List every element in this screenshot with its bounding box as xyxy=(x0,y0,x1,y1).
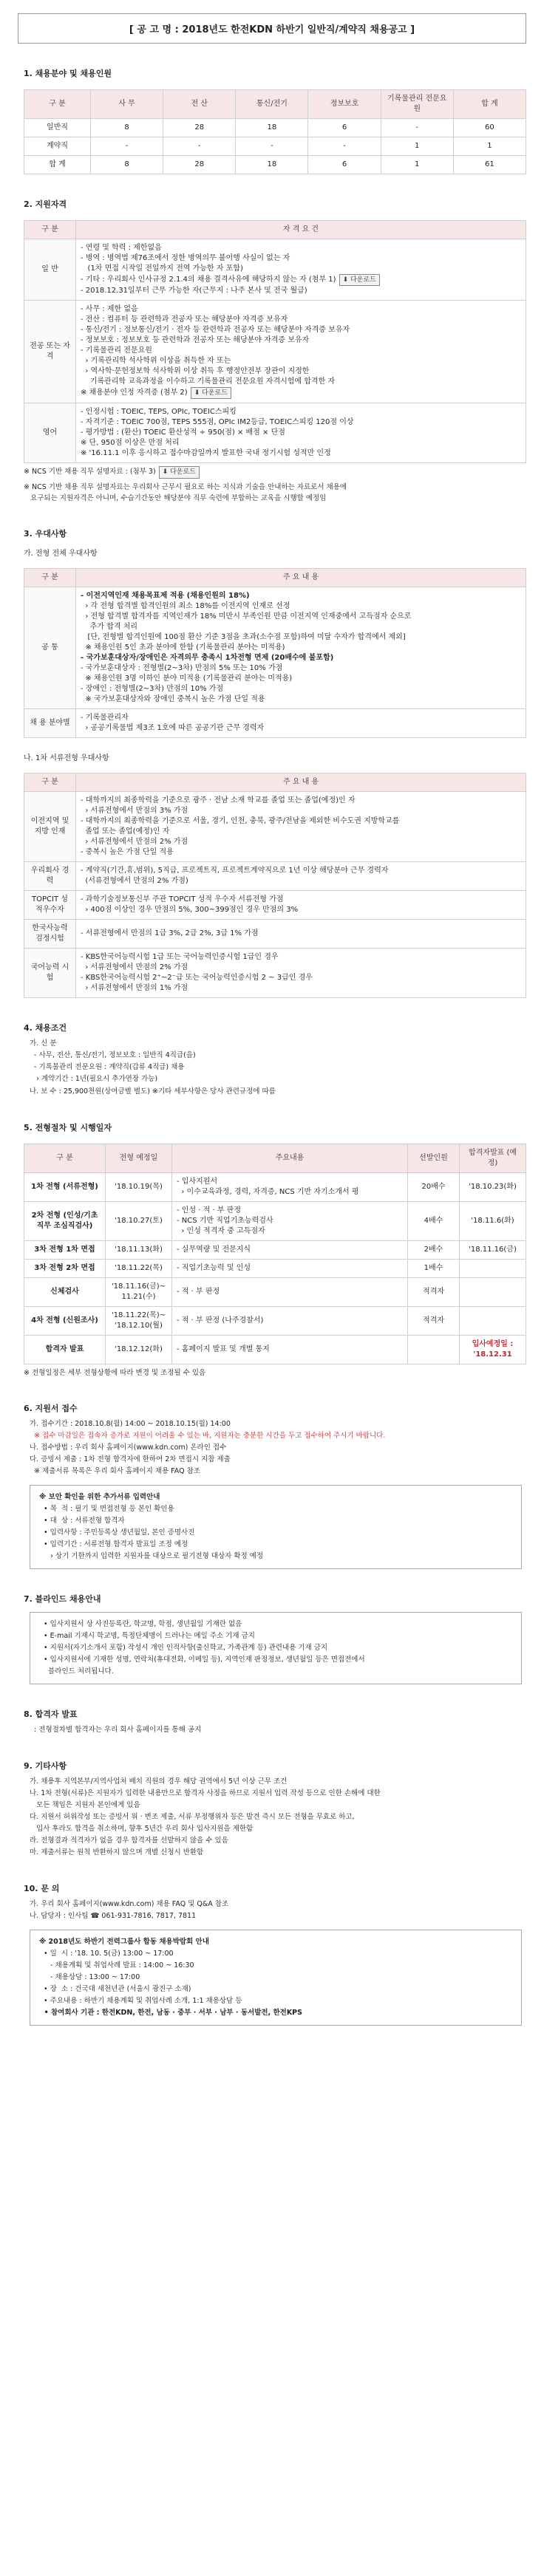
result xyxy=(460,1307,526,1336)
stage: 3차 전형 1차 면접 xyxy=(24,1241,106,1260)
table-header: 주 요 내 용 xyxy=(76,773,526,792)
section-4-body xyxy=(30,1038,525,1098)
line: - 2018.12.31일부터 근무 가능한 자(근무지 : 나주 본사 및 전국 월급) xyxy=(81,287,307,295)
section-9-body xyxy=(30,1776,525,1859)
general-requirements xyxy=(76,239,526,301)
line: - 기타 : 우리회사 인사규정 2.1.4의 채용 결격사유에 해당하지 않는 자 (첨부 1) xyxy=(81,276,336,284)
line: › 400점 이상인 경우 만점의 5%, 300~399점인 경우 만점의 3% xyxy=(81,906,299,914)
table-header-row xyxy=(24,1144,526,1173)
preference-table-1 xyxy=(24,568,526,738)
content xyxy=(172,1173,408,1202)
section-6-heading: 6. 지원서 접수 xyxy=(24,1404,78,1413)
line: › 계약기간 : 1년(필요시 추가연장 가능) xyxy=(30,1075,158,1083)
section-5-heading: 5. 전형절차 및 시행일자 xyxy=(24,1123,112,1132)
table-header: 구 분 xyxy=(24,773,76,792)
line: - 국가보훈대상자 : 전형별(2~3차) 만점의 5% 또는 10% 가점 xyxy=(81,664,283,672)
table-header: 전형 예정일 xyxy=(106,1144,172,1173)
row-content xyxy=(76,920,526,949)
table-header: 통신/전기 xyxy=(236,90,308,119)
line: › 기록관리학 석사학위 이상을 취득한 자 또는 xyxy=(81,357,231,365)
row-label: 영어 xyxy=(24,403,76,463)
table-cell: - xyxy=(163,137,236,156)
language-requirements xyxy=(76,403,526,463)
line: - 서류전형에서 만점의 1급 3%, 2급 2%, 3급 1% 가점 xyxy=(81,929,259,937)
content xyxy=(172,1260,408,1278)
line: 블라인드 처리됩니다. xyxy=(39,1667,114,1675)
content xyxy=(172,1336,408,1364)
date: '18.10.27(토) xyxy=(106,1202,172,1241)
table-cell: 1 xyxy=(453,137,526,156)
table-row xyxy=(24,1278,526,1307)
line: › 서류전형에서 만점의 2% 가점 xyxy=(81,838,188,846)
table-header-row xyxy=(24,90,526,119)
line: › 각 전형 합격별 합격인원의 최소 18%를 이전지역 인재로 선정 xyxy=(81,602,290,610)
ncs-note-3: 요구되는 지원자격은 아니며, 수습기간동안 해당분야 직무 숙련에 부합하는 교육을 시행할 예정임 xyxy=(24,494,327,502)
table-cell: - xyxy=(236,137,308,156)
table-row xyxy=(24,891,526,920)
section-6-body xyxy=(30,1418,525,1477)
line: - 병역 : 병역법 제76조에서 정한 병역의무 불이행 사실이 없는 자 xyxy=(81,254,290,262)
line: • E-mail 기재시 학교명, 특정단체명이 드러나는 메일 주소 기재 금지 xyxy=(39,1632,255,1640)
section-7-heading: 7. 블라인드 채용안내 xyxy=(24,1594,101,1604)
line: - 인정시험 : TOEIC, TEPS, OPIc, TOEIC스피킹 xyxy=(81,408,237,416)
table-row xyxy=(24,920,526,949)
count: 적격자 xyxy=(408,1307,460,1336)
table-cell: - xyxy=(308,137,381,156)
line: - 홈페이지 발표 및 개별 통지 xyxy=(177,1345,270,1353)
line: • 일 시 : '18. 10. 5(금) 13:00 ~ 17:00 xyxy=(39,1950,174,1958)
table-row xyxy=(24,1307,526,1336)
table-cell: 1 xyxy=(381,156,453,174)
stage: 2차 전형 (인성/기초직무 조심직검사) xyxy=(24,1202,106,1241)
row-content xyxy=(76,862,526,891)
table-cell: 61 xyxy=(453,156,526,174)
table-header: 구 분 xyxy=(24,221,76,239)
line: - 기록물관리 전문요원 : 계약직(갑류 4직급) 채용 xyxy=(30,1063,185,1071)
stage: 3차 전형 2차 면접 xyxy=(24,1260,106,1278)
major-preferences xyxy=(76,709,526,738)
line: - 평가방법 : (환산) TOEIC 환산성적 ÷ 950(점) × 배점 × 단점 xyxy=(81,428,285,437)
line: › 서류전형에서 만점의 3% 가점 xyxy=(81,807,188,815)
table-row xyxy=(24,301,526,403)
table-header-row xyxy=(24,221,526,239)
table-header: 선발인원 xyxy=(408,1144,460,1173)
table-row xyxy=(24,239,526,301)
table-row xyxy=(24,792,526,862)
table-row xyxy=(24,403,526,463)
table-header: 구 분 xyxy=(24,569,76,587)
section-1-heading: 1. 채용분야 및 채용인원 xyxy=(24,69,112,78)
line: - 전산 : 컴퓨터 등 관련학과 전공자 또는 해당분야 자격증 보유자 xyxy=(81,315,288,324)
line: - 자격기준 : TOEIC 700점, TEPS 555점, OPIc IM2등급, TOEIC스피킹 120점 이상 xyxy=(81,418,354,426)
line: 라. 전형결과 적격자가 없을 경우 합격자를 선발하지 않을 수 있음 xyxy=(30,1837,228,1845)
download-label: 다운로드 xyxy=(350,276,376,284)
line: - 이전지역인재 채용목표제 적용 (채용인원의 18%) xyxy=(81,592,250,600)
table-cell: - xyxy=(91,137,163,156)
line: • 입사지원서 상 사진등록란, 학교명, 학점, 생년월일 기재란 없음 xyxy=(39,1620,242,1628)
count xyxy=(408,1336,460,1364)
row-label: TOPCIT 성적우수자 xyxy=(24,891,76,920)
schedule-table xyxy=(24,1144,526,1364)
row-label: 일 반 xyxy=(24,239,76,301)
result xyxy=(460,1260,526,1278)
line: - 사무 : 제한 없음 xyxy=(81,305,138,313)
row-content xyxy=(76,792,526,862)
section-8-body: : 전형절차별 합격자는 우리 회사 홈페이지를 통해 공지 xyxy=(30,1726,202,1734)
line: 마. 제출서류는 원칙 반환하지 않으며 개별 신청시 반환함 xyxy=(30,1848,204,1856)
section-10-heading: 10. 문 의 xyxy=(24,1884,60,1893)
table-row xyxy=(24,587,526,709)
result: '18.10.23(화) xyxy=(460,1173,526,1202)
table-header: 주요내용 xyxy=(172,1144,408,1173)
content xyxy=(172,1202,408,1241)
table-header: 기록물관리 전문요원 xyxy=(381,90,453,119)
download-label: 다운로드 xyxy=(170,468,196,476)
line: • 참여회사 기관 : 한전KDN, 한전, 남동 · 중부 · 서부 · 남부 · 동서발전, 한전KPS xyxy=(39,2009,302,2017)
row-label: 이전지역 및 지방 인재 xyxy=(24,792,76,862)
line: 추가 합격 처리 xyxy=(81,623,138,631)
table-row xyxy=(24,1202,526,1241)
table-row xyxy=(24,949,526,998)
table-header-row xyxy=(24,773,526,792)
table-cell: 합 계 xyxy=(24,156,91,174)
content xyxy=(172,1241,408,1260)
common-preferences xyxy=(76,587,526,709)
line: [단, 전형별 합격인원에 100점 환산 기준 3점을 초과(소수점 포함)하여 미달 수자가 합격에서 제외] xyxy=(81,633,406,641)
row-label: 한국사능력 검정시험 xyxy=(24,920,76,949)
table-cell: 6 xyxy=(308,119,381,137)
line: - 기록물관리 전문요원 xyxy=(81,346,152,355)
line: 가. 우리 회사 홈페이지(www.kdn.com) 채용 FAQ 및 Q&A 참조 xyxy=(30,1900,229,1908)
line: • 목 적 : 필기 및 면접전형 등 본인 확인용 xyxy=(39,1505,174,1513)
result: '18.11.16(금) xyxy=(460,1241,526,1260)
table-cell: 18 xyxy=(236,156,308,174)
line: › 전형 합격별 합격자를 지역인재가 18% 미만시 부족인원 만큼 이전지역 인재중에서 고득점자 순으로 xyxy=(81,612,412,621)
major-requirements xyxy=(76,301,526,403)
result: 입사예정일 : '18.12.31 xyxy=(460,1336,526,1364)
line: - 장애인 : 전형별(2~3차) 만점의 10% 가점 xyxy=(81,685,224,693)
line: - 계약직(기간,휴,범위), 5직급, 프로젝트직, 프로젝트계약직으로 1년 이상 해당분야 근무 경력자 xyxy=(81,867,389,875)
note-line: ※ NCS 기반 채용 직무 설명자료 : (첨부 3) xyxy=(24,468,156,476)
line: › 상기 기한까지 입력한 지원자를 대상으로 필기전형 대상자 확정 예정 xyxy=(39,1552,264,1560)
line: ※ 국가보훈대상자와 장애인 중복시 높은 가점 단일 적용 xyxy=(81,695,265,703)
ncs-note xyxy=(24,466,526,479)
line: 졸업 또는 졸업(예정)인 자 xyxy=(81,827,170,836)
line: › 공공기록물법 제3조 1호에 따른 공공기관 근무 경력자 xyxy=(81,724,265,732)
row-content xyxy=(76,949,526,998)
stage: 4차 전형 (신원조사) xyxy=(24,1307,106,1336)
line: • 대 상 : 서류전형 합격자 xyxy=(39,1517,125,1525)
table-cell: 계약직 xyxy=(24,137,91,156)
table-row xyxy=(24,1336,526,1364)
line: ※ '16.11.1 이후 응시하고 접수마감일까지 발표한 국내 정기시험 성적만 인정 xyxy=(81,449,331,457)
line: ※ 제출서류 목록은 우리 회사 홈페이지 채용 FAQ 참조 xyxy=(30,1467,200,1475)
line: 가. 채용후 지역본부/지역사업처 배치 직원의 경우 해당 권역에서 5년 이상 근무 조건 xyxy=(30,1777,288,1786)
table-cell: 1 xyxy=(381,137,453,156)
qualification-table xyxy=(24,220,526,463)
table-cell: 일반직 xyxy=(24,119,91,137)
section-3-heading: 3. 우대사항 xyxy=(24,529,67,539)
table-header: 자 격 요 건 xyxy=(76,221,526,239)
section-2-heading: 2. 지원자격 xyxy=(24,199,67,209)
section-3-sub-1: 가. 전형 전체 우대사항 xyxy=(24,550,98,558)
line: • 주요내용 : 하반기 채용계획 및 취업사례 소개, 1:1 채용상담 등 xyxy=(39,1997,242,2005)
table-cell: 18 xyxy=(236,119,308,137)
download-label: 다운로드 xyxy=(202,389,228,397)
line: ※ 접수 마감일은 접속자 증가로 지원이 어려울 수 있는 바, 지원자는 충분한 시간을 두고 접수하여 주시기 바랍니다. xyxy=(30,1432,386,1440)
line: 가. 신 분 xyxy=(30,1039,57,1048)
row-content xyxy=(76,891,526,920)
line: - 중복시 높은 가점 단일 적용 xyxy=(81,848,174,856)
line: › 서류전형에서 만점의 2% 가점 xyxy=(81,963,188,971)
job-fair-box xyxy=(30,1930,522,2026)
line: 가. 접수기간 : 2018.10.8(월) 14:00 ~ 2018.10.15(월) 14:00 xyxy=(30,1420,231,1428)
table-row xyxy=(24,137,526,156)
box-title: ※ 보안 확인을 위한 추가서류 입력안내 xyxy=(39,1493,160,1501)
blind-recruit-box xyxy=(30,1612,522,1684)
count: 2배수 xyxy=(408,1241,460,1260)
ncs-note-2: ※ NCS 기반 채용 직무 설명자료는 우리회사 근무시 필요로 하는 지식과 기술을 안내하는 자료로서 채용에 xyxy=(24,483,347,491)
table-row xyxy=(24,1173,526,1202)
line: - 정보보호 : 정보보호 등 관련학과 전공자 또는 해당분야 자격증 보유자 xyxy=(81,336,310,344)
table-header: 정보보호 xyxy=(308,90,381,119)
line: • 입사지원서에 기재한 성명, 연락처(휴대전화, 이메일 등), 지역인재 판정정보, 생년월일 등은 면접전에서 xyxy=(39,1656,365,1664)
line: - 연령 및 학력 : 제한없음 xyxy=(81,244,162,252)
line: 기록관리학 교육과정을 이수하고 기록물관리 전문요원 자격시험에 합격한 자 xyxy=(81,377,336,386)
table-row xyxy=(24,119,526,137)
table-cell: 60 xyxy=(453,119,526,137)
table-header: 사 무 xyxy=(91,90,163,119)
line: - 적 · 부 판정 (나주경찰서) xyxy=(177,1316,264,1325)
line: 나. 담당자 : 인사팀 ☎ 061-931-7816, 7817, 7811 xyxy=(30,1912,197,1920)
line: - 실무역량 및 전문지식 xyxy=(177,1246,251,1254)
line: 나. 보 수 : 25,900천원(상여금별 별도) ※기타 세부사항은 당사 관련규정에 따름 xyxy=(30,1087,276,1096)
schedule-note: ※ 전형일정은 세부 전형상황에 따라 변경 및 조정될 수 있음 xyxy=(24,1369,206,1377)
table-cell: - xyxy=(381,119,453,137)
line: 모든 책임은 지원자 본인에게 있음 xyxy=(30,1801,140,1809)
preference-table-2 xyxy=(24,773,526,998)
content xyxy=(172,1307,408,1336)
recruit-count-table xyxy=(24,89,526,174)
date: '18.11.22(목)~ '18.12.10(월) xyxy=(106,1307,172,1336)
line: ※ 채용분야 인정 자격증 (첨부 2) xyxy=(81,389,188,397)
table-cell: 6 xyxy=(308,156,381,174)
line: › 역사학·문헌정보학 석사학위 이상 취득 후 행정안전부 장관이 지정한 xyxy=(81,367,310,375)
download-button[interactable]: ⬇ 다운로드 xyxy=(339,274,380,286)
result: '18.11.6(화) xyxy=(460,1202,526,1241)
line: › 서류전형에서 만점의 1% 가점 xyxy=(81,984,188,992)
line: 다. 지원서 허위작성 또는 증빙서 위 · 변조 제출, 서류 부정행위자 등은 발견 즉시 모든 전형을 무효로 하고, xyxy=(30,1813,355,1821)
table-row xyxy=(24,709,526,738)
line: - 인성 · 적 · 부 판정 xyxy=(177,1206,241,1214)
stage: 신체검사 xyxy=(24,1278,106,1307)
table-header-row xyxy=(24,569,526,587)
table-cell: 8 xyxy=(91,119,163,137)
line: - 과학기술정보통신부 주관 TOPCIT 성적 우수자 서류전형 가점 xyxy=(81,895,284,903)
line: - KBS한국어능력시험 2⁺~2⁻급 또는 국어능력인증시험 2 ~ 3급인 경우 xyxy=(81,974,313,982)
box-title: ※ 2018년도 하반기 전력그룹사 합동 채용박람회 안내 xyxy=(39,1938,209,1946)
line: 나. 접수방법 : 우리 회사 홈페이지(www.kdn.com) 온라인 접수 xyxy=(30,1444,227,1452)
table-header: 전 산 xyxy=(163,90,236,119)
table-row xyxy=(24,156,526,174)
row-label: 공 통 xyxy=(24,587,76,709)
line: - 사무, 전산, 통신/전기, 정보보호 : 일반직 4직급(을) xyxy=(30,1051,196,1059)
table-row xyxy=(24,1260,526,1278)
line: ※ 채용인원 5인 초과 분야에 한함 (기록물관리 분야는 미적용) xyxy=(81,643,285,652)
table-header: 주 요 내 용 xyxy=(76,569,526,587)
line: • 입력사항 : 주민등록상 생년월일, 본인 증명사진 xyxy=(39,1528,195,1537)
section-9-heading: 9. 기타사항 xyxy=(24,1761,67,1771)
row-label: 채 용 분야별 xyxy=(24,709,76,738)
section-8-heading: 8. 합격자 발표 xyxy=(24,1709,78,1719)
line: - 입사지원서 xyxy=(177,1178,218,1186)
line: • 입력기간 : 서류전형 합격자 발표일 조정 예정 xyxy=(39,1540,188,1548)
table-cell: 28 xyxy=(163,156,236,174)
line: › 이수교육과정, 경력, 자격증, NCS 기반 자기소개서 평 xyxy=(177,1188,359,1196)
line: - 적 · 부 판정 xyxy=(177,1288,220,1296)
date: '18.12.12(화) xyxy=(106,1336,172,1364)
table-row xyxy=(24,1241,526,1260)
count: 1배수 xyxy=(408,1260,460,1278)
table-header: 구 분 xyxy=(24,1144,106,1173)
line: - 직업기초능력 및 인성 xyxy=(177,1264,251,1272)
line: (서류전형에서 만점의 2% 가점) xyxy=(81,877,188,885)
line: - NCS 기반 직업기초능력검사 xyxy=(177,1217,273,1225)
count: 20배수 xyxy=(408,1173,460,1202)
date: '18.11.16(금)~ 11.21(수) xyxy=(106,1278,172,1307)
line: - 국가보훈대상자/장애인은 자격의무 충족시 1차전형 면제 (20배수에 불포함) xyxy=(81,654,334,662)
count: 적격자 xyxy=(408,1278,460,1307)
date: '18.11.22(목) xyxy=(106,1260,172,1278)
result xyxy=(460,1278,526,1307)
table-header: 합 계 xyxy=(453,90,526,119)
row-label: 우리회사 경 력 xyxy=(24,862,76,891)
download-button[interactable]: ⬇ 다운로드 xyxy=(191,387,231,399)
line: - 대학까지의 최종학력을 기준으로 서울, 경기, 인천, 충북, 광주/전남을 제외한 비수도권 지방학교를 xyxy=(81,817,400,825)
row-label: 국어능력 시험 xyxy=(24,949,76,998)
line: - 채용상담 : 13:00 ~ 17:00 xyxy=(39,1973,140,1981)
table-header: 구 분 xyxy=(24,90,91,119)
line: - 대학까지의 최종학력을 기준으로 광주 · 전남 소재 학교를 졸업 또는 졸업(예정)인 자 xyxy=(81,796,356,804)
table-header: 합격자발표 (예정) xyxy=(460,1144,526,1173)
download-button[interactable]: ⬇ 다운로드 xyxy=(159,466,200,479)
table-row xyxy=(24,862,526,891)
section-10-body xyxy=(30,1899,525,1922)
line: ※ 채용인원 3명 이하인 분야 미적용 (기록물관리 분야는 미적용) xyxy=(81,674,293,683)
section-3-sub-2: 나. 1차 서류전형 우대사항 xyxy=(24,754,109,762)
table-cell: 8 xyxy=(91,156,163,174)
line: - KBS한국어능력시험 1급 또는 국어능력인증시험 1급인 경우 xyxy=(81,953,279,961)
line: › 인성 적격자 중 고득점자 xyxy=(177,1227,265,1235)
line: 입사 후라도 합격을 취소하며, 향후 5년간 우리 회사 입사지원을 제한함 xyxy=(30,1825,254,1833)
notice-title: [ 공 고 명 : 2018년도 한전KDN 하반기 일반직/계약직 채용공고 ] xyxy=(18,13,526,44)
line: (1차 면접 시작일 전일까지 전역 가능한 자 포함) xyxy=(81,264,243,273)
table-cell: 28 xyxy=(163,119,236,137)
line: 다. 증빙서 제출 : 1차 전형 합격자에 한하여 2차 면접시 지참 제출 xyxy=(30,1455,231,1463)
line: • 장 소 : 건국대 새천년관 (서울시 광진구 소재) xyxy=(39,1985,191,1993)
content xyxy=(172,1278,408,1307)
line: - 채용계획 및 취업사례 발표 : 14:00 ~ 16:30 xyxy=(39,1961,194,1969)
date: '18.11.13(화) xyxy=(106,1241,172,1260)
line: ※ 단, 950점 이상은 만점 처리 xyxy=(81,439,180,447)
security-info-box xyxy=(30,1485,522,1569)
line: - 통신/전기 : 정보통신/전기 · 전자 등 관련학과 전공자 또는 해당분야 자격증 보유자 xyxy=(81,326,350,334)
date: '18.10.19(목) xyxy=(106,1173,172,1202)
line: • 지원서(자기소개서 포함) 작성시 개인 인적사항(출신학교, 가족관계 등) 관련내용 기재 금지 xyxy=(39,1644,328,1652)
count: 4배수 xyxy=(408,1202,460,1241)
row-label: 전공 또는 자격 xyxy=(24,301,76,403)
stage: 1차 전형 (서류전형) xyxy=(24,1173,106,1202)
line: 나. 1차 전형(서류)은 지원자가 입력한 내용만으로 합격자 사정을 하므로 지원서 입력 작성 등으로 인한 손해에 대한 xyxy=(30,1789,381,1797)
stage: 합격자 발표 xyxy=(24,1336,106,1364)
line: - 기록물관리자 xyxy=(81,714,129,722)
section-4-heading: 4. 채용조건 xyxy=(24,1023,67,1033)
